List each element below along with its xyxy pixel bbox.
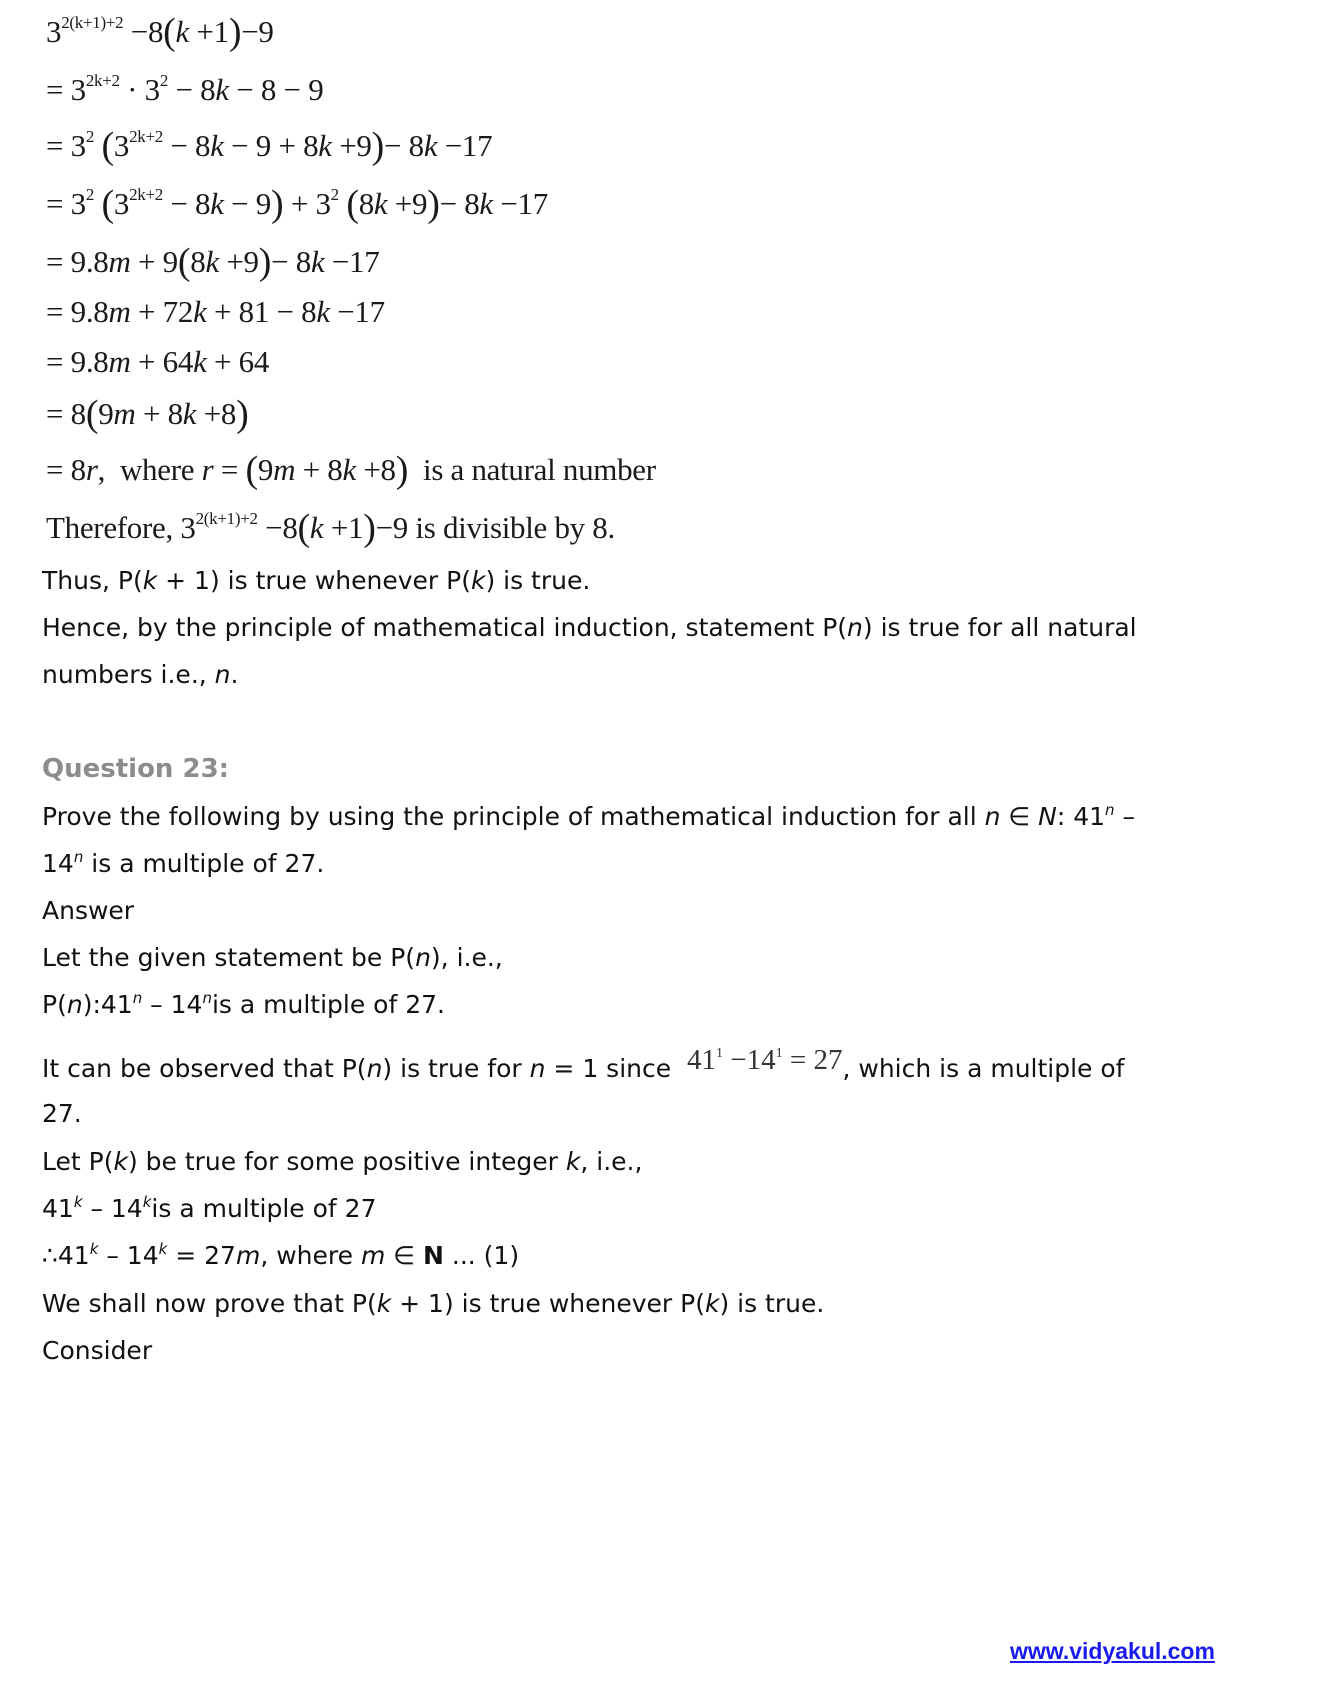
answer-line-4: 27.: [42, 1099, 82, 1128]
var-k: k: [205, 244, 219, 279]
var-n: n: [984, 802, 1001, 831]
var-n: n: [366, 1054, 383, 1083]
var-m: m: [108, 244, 131, 279]
text: = 1 since: [545, 1054, 680, 1083]
conclusion-line-1: [42, 566, 590, 595]
text: Let the given statement be P(: [42, 943, 416, 972]
question-text-line-1: [42, 802, 1135, 831]
var-r: r: [201, 452, 214, 487]
answer-line-7: [42, 1241, 519, 1270]
math-term: =: [213, 452, 246, 487]
exponent: 1: [775, 1046, 783, 1061]
text: ) is true.: [485, 566, 591, 595]
math-term: − 9 + 8: [223, 128, 319, 163]
paren: (: [297, 507, 310, 549]
math-term: 9: [257, 452, 274, 487]
math-term: +1: [188, 14, 229, 49]
text: P(: [42, 990, 67, 1019]
text: ∈: [385, 1241, 423, 1270]
paren: ): [258, 241, 272, 283]
answer-line-2: [42, 990, 445, 1019]
var-k: k: [479, 186, 493, 221]
conclusion-line-3: [42, 660, 238, 689]
text: , where: [260, 1241, 361, 1270]
text: ) is true for all natural: [862, 613, 1137, 642]
paren: (: [346, 183, 359, 225]
exponent: n: [1105, 801, 1115, 819]
exponent: 2k+2: [129, 127, 163, 146]
var-k: k: [210, 128, 224, 163]
math-term: +9: [218, 244, 259, 279]
text: = 27: [167, 1241, 236, 1270]
math-term: = 9.8: [46, 344, 109, 379]
text: ... (1): [443, 1241, 520, 1270]
set-N: N: [1038, 802, 1057, 831]
paren: ): [236, 393, 249, 435]
paren: (: [177, 241, 191, 283]
var-m: m: [235, 1241, 261, 1270]
math-line-4: [46, 183, 548, 225]
math-term: +9: [387, 186, 428, 221]
math-term: + 8: [295, 452, 343, 487]
exponent: n: [132, 989, 143, 1007]
answer-line-5: [42, 1147, 642, 1176]
math-term: − 8: [383, 128, 424, 163]
math-term: +1: [323, 510, 364, 545]
var-r: r: [85, 452, 98, 487]
var-n: n: [847, 613, 863, 642]
math-term: −8: [123, 14, 164, 49]
text: ):41: [82, 990, 133, 1019]
var-k: k: [309, 510, 324, 545]
math-term: +9: [331, 128, 372, 163]
answer-line-6: [42, 1194, 376, 1223]
text: .: [230, 660, 239, 689]
math-term: + 64: [130, 344, 194, 379]
text: + 1) is true whenever P(: [157, 566, 471, 595]
var-k: k: [215, 72, 229, 107]
math-term: −8: [257, 510, 298, 545]
var-n: n: [415, 943, 431, 972]
math-term: = 8: [46, 396, 86, 431]
exponent: 2k+2: [129, 185, 163, 204]
text: ), i.e.,: [430, 943, 503, 972]
exponent: 2: [330, 185, 339, 204]
math-term: 9: [98, 396, 114, 431]
math-line-3: [46, 125, 493, 167]
math-term: − 9: [223, 186, 272, 221]
exponent: 2: [159, 71, 169, 90]
text: –: [1114, 802, 1136, 831]
question-text-line-2: [42, 849, 324, 878]
answer-line-8: [42, 1289, 824, 1318]
answer-label: Answer: [42, 896, 135, 925]
math-term: −17: [492, 186, 548, 221]
text: is a multiple of 27.: [211, 990, 445, 1019]
math-term: = 9.8: [46, 294, 109, 329]
math-term: −9: [241, 14, 274, 49]
text: It can be observed that P(: [42, 1054, 367, 1083]
var-k: k: [175, 14, 189, 49]
text: Let P(: [42, 1147, 114, 1176]
var-n: n: [214, 660, 231, 689]
text: , which is a multiple of: [842, 1054, 1125, 1083]
var-k: k: [142, 566, 158, 595]
exponent: k: [158, 1240, 168, 1258]
math-term: − 8: [168, 72, 216, 107]
text: ) be true for some positive integer: [127, 1147, 566, 1176]
math-term: − 8: [439, 186, 480, 221]
conclusion-line-2: [42, 613, 1137, 642]
var-k: k: [310, 244, 325, 279]
paren: ): [271, 183, 284, 225]
math-term: + 64: [206, 344, 270, 379]
var-k: k: [113, 1147, 128, 1176]
text: ) is true for: [382, 1054, 530, 1083]
math-term: = 8: [46, 452, 86, 487]
text: ∈: [1000, 802, 1039, 831]
math-term: · 3: [119, 72, 160, 107]
paren: ): [427, 183, 440, 225]
math-term: − 8: [162, 186, 211, 221]
answer-line-3: [42, 1044, 1125, 1085]
math-term: + 9: [130, 244, 178, 279]
var-k: k: [318, 128, 332, 163]
math-term: − 8: [271, 244, 311, 279]
text: is a multiple of 27.: [83, 849, 325, 878]
text: : 41: [1056, 802, 1106, 831]
text: 14: [42, 849, 74, 878]
text: ∴41: [42, 1241, 90, 1270]
text: Prove the following by using the principle of mathematical induction for all: [42, 802, 985, 831]
text: – 14: [142, 990, 203, 1019]
exponent: k: [142, 1193, 152, 1211]
var-k: k: [182, 396, 197, 431]
text: Hence, by the principle of mathematical induction, statement P(: [42, 613, 848, 642]
var-k: k: [470, 566, 486, 595]
math-term: = 27: [782, 1044, 843, 1076]
var-k: k: [423, 128, 438, 163]
exponent: 1: [716, 1046, 724, 1061]
text: + 1) is true whenever P(: [391, 1289, 705, 1318]
answer-line-9: Consider: [42, 1336, 153, 1365]
math-term: + 72: [130, 294, 194, 329]
var-k: k: [210, 186, 224, 221]
paren: ): [363, 507, 376, 549]
exponent: 2: [85, 185, 95, 204]
math-term: 3: [46, 14, 62, 49]
math-term: 41: [687, 1044, 717, 1076]
paren: (: [101, 125, 114, 167]
math-term: 3: [113, 128, 130, 163]
math-line-6: [46, 294, 385, 330]
text: – 14: [82, 1194, 143, 1223]
text: We shall now prove that P(: [42, 1289, 377, 1318]
math-term: −17: [437, 128, 493, 163]
math-line-7: [46, 344, 269, 380]
var-k: k: [373, 186, 388, 221]
exponent: 2: [85, 127, 95, 146]
text: numbers i.e.,: [42, 660, 215, 689]
var-m: m: [360, 1241, 386, 1270]
math-term: −17: [324, 244, 380, 279]
var-k: k: [316, 294, 330, 329]
math-line-9: [46, 449, 656, 491]
paren: (: [101, 183, 114, 225]
var-k: k: [342, 452, 356, 487]
text: is a multiple of 27: [151, 1194, 377, 1223]
inline-math-equation: [687, 1044, 842, 1076]
paren: (: [85, 393, 99, 435]
math-term: Therefore, 3: [46, 510, 196, 545]
math-line-5: [46, 241, 380, 283]
var-k: k: [565, 1147, 581, 1176]
math-term: = 3: [46, 186, 86, 221]
math-term: − 8: [162, 128, 211, 163]
set-N: N: [422, 1241, 444, 1270]
math-line-8: [46, 393, 249, 435]
math-term: 8: [190, 244, 206, 279]
var-k: k: [193, 344, 207, 379]
math-term: = 3: [46, 72, 86, 107]
var-k: k: [193, 294, 207, 329]
math-term: + 8: [135, 396, 183, 431]
math-term: +8: [355, 452, 396, 487]
exponent: k: [89, 1240, 99, 1258]
var-n: n: [529, 1054, 546, 1083]
var-m: m: [108, 294, 131, 329]
text: ) is true.: [719, 1289, 825, 1318]
math-term: + 81 − 8: [206, 294, 317, 329]
answer-line-1: [42, 943, 503, 972]
math-term: 3: [113, 186, 130, 221]
math-term: −17: [329, 294, 385, 329]
var-m: m: [113, 396, 136, 431]
math-term: −14: [723, 1044, 776, 1076]
math-term: + 3: [283, 186, 331, 221]
var-k: k: [704, 1289, 720, 1318]
paren: ): [228, 11, 242, 53]
paren: (: [163, 11, 176, 53]
footer-website-link[interactable]: www.vidyakul.com: [1010, 1638, 1215, 1664]
var-k: k: [376, 1289, 392, 1318]
paren: (: [245, 449, 258, 491]
var-m: m: [273, 452, 296, 487]
paren: ): [371, 125, 384, 167]
exponent: 2(k+1)+2: [61, 13, 124, 32]
math-term: = 9.8: [46, 244, 109, 279]
math-term: −9 is divisible by 8.: [375, 510, 615, 545]
math-line-2: [46, 72, 323, 108]
math-term: − 8 − 9: [228, 72, 324, 107]
exponent: n: [73, 848, 84, 866]
math-line-1: [46, 11, 274, 53]
exponent: n: [202, 989, 212, 1007]
text: , i.e.,: [580, 1147, 643, 1176]
question-heading: Question 23:: [42, 754, 230, 784]
exponent: k: [73, 1193, 83, 1211]
math-term: = 3: [46, 128, 86, 163]
math-term: 8: [358, 186, 374, 221]
math-line-therefore: [46, 507, 615, 549]
exponent: 2(k+1)+2: [195, 509, 258, 528]
exponent: 2k+2: [85, 71, 120, 90]
text: – 14: [98, 1241, 159, 1270]
math-term: , where: [97, 452, 202, 487]
var-n: n: [66, 990, 83, 1019]
text: Thus, P(: [42, 566, 143, 595]
math-term: +8: [196, 396, 237, 431]
math-term: is a natural number: [408, 452, 656, 487]
text: 41: [42, 1194, 74, 1223]
paren: ): [395, 449, 409, 491]
var-m: m: [108, 344, 131, 379]
